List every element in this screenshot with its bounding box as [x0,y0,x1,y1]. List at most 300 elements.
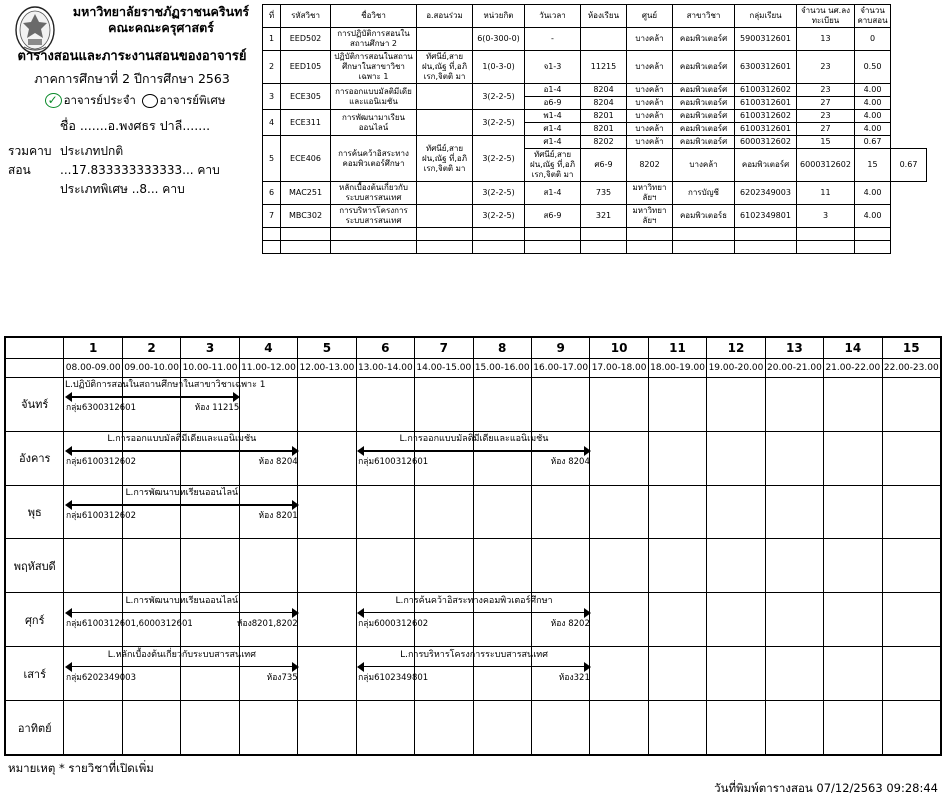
slot-2-1[interactable] [122,485,180,539]
period-time-4: 11.00-12.00 [239,359,297,378]
table-row [263,182,927,205]
slot-4-11[interactable] [707,593,765,647]
class-block-room: ห้อง 11215 [194,403,240,414]
cell-center: มหาวิทยาลัยฯ [627,182,673,205]
cell-group: 6000312602 [797,149,855,182]
cell-day: ศ1-4 [525,136,581,149]
cell-day: ส1-4 [525,182,581,205]
cell-room: 8202 [581,136,627,149]
cell-empty [525,228,581,241]
slot-5-5[interactable] [356,647,414,701]
cell-empty [331,241,417,254]
cell-hours: 0.67 [891,149,927,182]
cell-center: บางคล้า [627,97,673,110]
cell-empty [281,241,331,254]
period-time-15: 22.00-23.00 [882,359,940,378]
slot-3-7[interactable] [473,539,531,593]
day-row-3 [6,539,941,593]
slot-2-2[interactable] [181,485,239,539]
grid-corner [6,338,64,359]
cell-no: 5 [263,136,281,182]
slot-6-14[interactable] [882,701,940,755]
slot-5-7[interactable] [473,647,531,701]
period-time-13: 20.00-21.00 [765,359,823,378]
table-row [263,51,927,84]
cell-joint [417,28,473,51]
cell-empty [673,228,735,241]
period-number-7: 7 [415,338,473,359]
slot-2-13[interactable] [824,485,882,539]
slot-4-13[interactable] [824,593,882,647]
slot-4-9[interactable] [590,593,648,647]
slot-2-14[interactable] [882,485,940,539]
cell-major: คอมพิวเตอร์ศ [735,149,797,182]
cell-no: 2 [263,51,281,84]
slot-6-7[interactable] [473,701,531,755]
cell-empty [735,241,797,254]
slot-4-2[interactable] [181,593,239,647]
cell-day: ส6-9 [525,205,581,228]
cell-major: คอมพิวเตอร์ศ [673,110,735,123]
course-table [262,4,927,254]
cell-empty [263,241,281,254]
class-block-room: ห้อง 8201 [258,511,298,522]
col-hours: จำนวนคาบสอน [855,5,891,28]
period-number-12: 12 [707,338,765,359]
cell-code: EED105 [281,51,331,84]
cell-center: บางคล้า [627,123,673,136]
cell-name: การออกแบบมัลติมีเดียและแอนิเมชัน [331,84,417,110]
slot-1-4[interactable] [298,431,356,485]
printed-timestamp: วันที่พิมพ์ตารางสอน 07/12/2563 09:28:44 [714,781,938,795]
class-block-group: กลุ่ม6100312601 [358,457,429,468]
hours-special: ประเภทพิเศษ ..8... คาบ [60,182,185,196]
slot-0-12[interactable] [765,377,823,431]
cell-room: 8201 [581,110,627,123]
slot-3-13[interactable] [824,539,882,593]
slot-1-11[interactable] [707,431,765,485]
cell-no: 4 [263,110,281,136]
period-time-2: 09.00-10.00 [122,359,180,378]
cell-day: - [525,28,581,51]
class-block-title: L.การบริหารโครงการระบบสารสนเทศ [400,649,548,660]
slot-3-3[interactable] [239,539,297,593]
slot-5-14[interactable] [882,647,940,701]
slot-2-8[interactable] [531,485,589,539]
slot-0-2[interactable] [181,377,239,431]
day-row-4 [6,593,941,647]
period-time-9: 16.00-17.00 [531,359,589,378]
cell-credit: 6(0-300-0) [473,28,525,51]
class-block-title: L.ปฏิบัติการสอนในสถานศึกษาในสาขาวิชาเฉพาะ 1 [64,380,266,391]
slot-1-14[interactable] [882,431,940,485]
slot-5-12[interactable] [765,647,823,701]
period-time-3: 10.00-11.00 [181,359,239,378]
cell-empty [627,241,673,254]
slot-3-4[interactable] [298,539,356,593]
class-block-title: L.การออกแบบมัลติมีเดียและแอนิเมชัน [107,434,257,445]
slot-0-1[interactable] [122,377,180,431]
col-room: ห้องเรียน [581,5,627,28]
slot-4-6[interactable] [415,593,473,647]
slot-6-1[interactable] [122,701,180,755]
cell-credit: 3(2-2-5) [473,84,525,110]
cell-empty [263,228,281,241]
cell-count: 27 [797,123,855,136]
cell-group: 5900312601 [735,28,797,51]
period-time-8: 15.00-16.00 [473,359,531,378]
cell-major: คอมพิวเตอร์ศ [673,28,735,51]
cell-code: ECE305 [281,84,331,110]
slot-6-12[interactable] [765,701,823,755]
cell-room [581,28,627,51]
table-row [263,110,927,123]
slot-2-7[interactable] [473,485,531,539]
class-block-group: กลุ่ม6202349003 [65,672,136,683]
cell-count: 15 [797,136,855,149]
cell-day: อ1-4 [525,84,581,97]
cell-credit: 1(0-3-0) [473,51,525,84]
slot-5-0[interactable] [64,647,122,701]
cell-major: คอมพิวเตอร์ศ [673,97,735,110]
period-number-10: 10 [590,338,648,359]
slot-0-4[interactable] [298,377,356,431]
cell-group: 6102349801 [735,205,797,228]
slot-4-14[interactable] [882,593,940,647]
page-title: ตารางสอนและภาระงานสอนของอาจารย์ [17,49,247,64]
cell-group: 6202349003 [735,182,797,205]
slot-1-2[interactable] [181,431,239,485]
slot-4-5[interactable] [356,593,414,647]
cell-count: 13 [797,28,855,51]
cell-group: 6100312601 [735,123,797,136]
slot-4-0[interactable] [64,593,122,647]
slot-2-3[interactable] [239,485,297,539]
cell-group: 6100312602 [735,84,797,97]
col-name: ชื่อวิชา [331,5,417,28]
cell-count: 23 [797,110,855,123]
slot-3-14[interactable] [882,539,940,593]
period-number-9: 9 [531,338,589,359]
university-logo-icon [14,6,56,54]
cell-count: 23 [797,51,855,84]
col-joint: อ.สอนร่วม [417,5,473,28]
slot-4-8[interactable] [531,593,589,647]
slot-5-9[interactable] [590,647,648,701]
slot-1-7[interactable] [473,431,531,485]
col-count: จำนวน นศ.ลงทะเบียน [797,5,855,28]
cell-no: 1 [263,28,281,51]
total-hours-block [8,142,260,199]
class-block-group: กลุ่ม6300312601 [65,403,136,414]
cell-count: 15 [855,149,891,182]
period-number-15: 15 [882,338,940,359]
weekly-schedule-grid [4,336,942,756]
col-group: กลุ่มเรียน [735,5,797,28]
slot-1-10[interactable] [648,431,706,485]
slot-6-5[interactable] [356,701,414,755]
cell-empty [525,241,581,254]
cell-day: ศ1-4 [525,123,581,136]
slot-5-8[interactable] [531,647,589,701]
period-number-11: 11 [648,338,706,359]
slot-5-4[interactable] [298,647,356,701]
slot-0-8[interactable] [531,377,589,431]
class-block-title: L.การค้นคว้าอิสระทางคอมพิวเตอร์ศึกษา [395,595,553,606]
day-row-0 [6,377,941,431]
slot-4-4[interactable] [298,593,356,647]
cell-day: จ1-3 [525,51,581,84]
period-time-1: 08.00-09.00 [64,359,122,378]
cell-credit: 3(2-2-5) [473,182,525,205]
university-line: มหาวิทยาลัยราชภัฏราชนครินทร์ [72,4,250,19]
slot-6-13[interactable] [824,701,882,755]
grid-corner-2 [6,359,64,378]
cell-center: บางคล้า [627,28,673,51]
slot-5-11[interactable] [707,647,765,701]
faculty-line: คณะคณะครุศาสตร์ [108,20,214,35]
cell-joint [417,84,473,110]
footnote: หมายเหตุ * รายวิชาที่เปิดเพิ่ม [8,761,154,775]
cell-credit: 3(2-2-5) [473,110,525,136]
day-label-1: อังคาร [6,431,64,485]
teacher-type-regular-label: อาจารย์ประจำ [63,93,136,107]
cell-day: พ1-4 [525,110,581,123]
cell-name: การบริหารโครงการระบบสารสนเทศ [331,205,417,228]
slot-6-3[interactable] [239,701,297,755]
day-label-4: ศุกร์ [6,593,64,647]
cell-empty [473,228,525,241]
period-number-5: 5 [298,338,356,359]
cell-room: 735 [581,182,627,205]
slot-6-11[interactable] [707,701,765,755]
day-row-2 [6,485,941,539]
class-block-title: L.การพัฒนาบทเรียนออนไลน์ [125,595,239,606]
slot-1-9[interactable] [590,431,648,485]
course-table-header-row [263,5,927,28]
cell-empty [855,241,891,254]
slot-2-4[interactable] [298,485,356,539]
cell-hours: 4.00 [855,205,891,228]
cell-joint: ทัศนีย์,สายฝน,ณัฐ ที่,อภิเรก,จิตติ มา [417,136,473,182]
slot-3-11[interactable] [707,539,765,593]
period-number-8: 8 [473,338,531,359]
slot-0-9[interactable] [590,377,648,431]
slot-3-0[interactable] [64,539,122,593]
slot-1-12[interactable] [765,431,823,485]
cell-empty [627,228,673,241]
slot-3-2[interactable] [181,539,239,593]
cell-room: 8201 [581,123,627,136]
day-row-6 [6,701,941,755]
slot-4-1[interactable] [122,593,180,647]
slot-3-6[interactable] [415,539,473,593]
cell-room: 321 [581,205,627,228]
slot-3-1[interactable] [122,539,180,593]
slot-1-1[interactable] [122,431,180,485]
cell-credit: 3(2-2-5) [473,205,525,228]
slot-0-6[interactable] [415,377,473,431]
slot-2-0[interactable] [64,485,122,539]
slot-5-1[interactable] [122,647,180,701]
cell-empty [581,241,627,254]
day-label-5: เสาร์ [6,647,64,701]
teacher-type-row [10,92,260,109]
period-time-14: 21.00-22.00 [824,359,882,378]
cell-room: 11215 [581,51,627,84]
day-row-5 [6,647,941,701]
cell-code: MBC302 [281,205,331,228]
cell-empty [735,228,797,241]
slot-1-0[interactable] [64,431,122,485]
col-center: ศูนย์ [627,5,673,28]
slot-2-10[interactable] [648,485,706,539]
class-block-room: ห้อง321 [558,672,590,683]
slot-5-3[interactable] [239,647,297,701]
slot-0-10[interactable] [648,377,706,431]
day-label-3: พฤหัสบดี [6,539,64,593]
cell-name: การปฏิบัติการสอนในสถานศึกษา 2 [331,28,417,51]
slot-4-10[interactable] [648,593,706,647]
cell-day: ศ6-9 [581,149,627,182]
slot-5-13[interactable] [824,647,882,701]
period-number-1: 1 [64,338,122,359]
day-row-1 [6,431,941,485]
table-row [263,28,927,51]
cell-major: คอมพิวเตอร์ศ [673,136,735,149]
cell-code: EED502 [281,28,331,51]
cell-no: 6 [263,182,281,205]
slot-0-11[interactable] [707,377,765,431]
checkbox-checked-icon[interactable] [45,93,62,108]
cell-empty [417,228,473,241]
cell-major: คอมพิวเตอร์ศ [673,123,735,136]
period-time-6: 13.00-14.00 [356,359,414,378]
cell-count: 3 [797,205,855,228]
col-day: วันเวลา [525,5,581,28]
slot-3-12[interactable] [765,539,823,593]
cell-code: ECE406 [281,136,331,182]
class-block-title: L.หลักเบื้องต้นเกี่ยวกับระบบสารสนเทศ [107,649,256,660]
cell-count: 11 [797,182,855,205]
class-block-room: ห้อง 8204 [258,457,298,468]
class-block-group: กลุ่ม6100312601,6000312601 [65,618,193,629]
cell-empty [417,241,473,254]
slot-1-6[interactable] [415,431,473,485]
slot-2-5[interactable] [356,485,414,539]
cell-empty [797,241,855,254]
period-number-row [6,338,941,359]
cell-credit: 3(2-2-5) [473,136,525,182]
class-block-group: กลุ่ม6102349801 [358,672,429,683]
table-row [263,205,927,228]
cell-empty [797,228,855,241]
period-time-7: 14.00-15.00 [415,359,473,378]
cell-room: 8204 [581,84,627,97]
checkbox-empty-icon[interactable] [142,94,158,108]
cell-major: การบัญชี [673,182,735,205]
cell-group: 6000312602 [735,136,797,149]
slot-1-3[interactable] [239,431,297,485]
slot-4-7[interactable] [473,593,531,647]
slot-6-10[interactable] [648,701,706,755]
slot-1-8[interactable] [531,431,589,485]
slot-6-2[interactable] [181,701,239,755]
cell-group: 6100312602 [735,110,797,123]
teacher-type-special-label: อาจารย์พิเศษ [159,93,226,107]
slot-6-4[interactable] [298,701,356,755]
day-label-2: พุธ [6,485,64,539]
university-name [62,4,260,36]
period-time-11: 18.00-19.00 [648,359,706,378]
cell-center: บางคล้า [627,110,673,123]
slot-6-6[interactable] [415,701,473,755]
cell-major: คอมพิวเตอร์ศ [673,51,735,84]
cell-hours: 0 [855,28,891,51]
cell-center: มหาวิทยาลัยฯ [627,205,673,228]
cell-center: บางคล้า [627,136,673,149]
class-block-room: ห้อง 8202 [550,618,590,629]
cell-no: 3 [263,84,281,110]
period-number-13: 13 [765,338,823,359]
cell-room: 8202 [627,149,673,182]
col-no: ที่ [263,5,281,28]
slot-4-3[interactable] [236,593,298,647]
slot-2-11[interactable] [707,485,765,539]
cell-no: 7 [263,205,281,228]
col-credit: หน่วยกิต [473,5,525,28]
cell-joint: ทัศนีย์,สายฝน,ณัฐ ที่,อภิเรก,จิตติ มา [525,149,581,182]
period-number-6: 6 [356,338,414,359]
slot-0-7[interactable] [473,377,531,431]
slot-1-13[interactable] [824,431,882,485]
slot-0-3[interactable] [239,377,297,431]
period-time-10: 17.00-18.00 [590,359,648,378]
slot-4-12[interactable] [765,593,823,647]
cell-hours: 4.00 [855,123,891,136]
cell-empty [281,228,331,241]
slot-6-0[interactable] [64,701,122,755]
slot-2-12[interactable] [765,485,823,539]
slot-3-9[interactable] [590,539,648,593]
slot-0-5[interactable] [356,377,414,431]
period-number-4: 4 [239,338,297,359]
slot-2-9[interactable] [590,485,648,539]
slot-3-8[interactable] [531,539,589,593]
slot-3-10[interactable] [648,539,706,593]
slot-0-13[interactable] [824,377,882,431]
slot-5-2[interactable] [181,647,239,701]
slot-3-5[interactable] [356,539,414,593]
cell-joint [417,182,473,205]
slot-5-10[interactable] [648,647,706,701]
period-number-3: 3 [181,338,239,359]
class-block-room: ห้อง 8204 [550,457,590,468]
slot-0-0[interactable] [64,377,122,431]
slot-6-8[interactable] [531,701,589,755]
slot-1-5[interactable] [356,431,414,485]
slot-5-6[interactable] [415,647,473,701]
slot-0-14[interactable] [882,377,940,431]
cell-group: 6100312601 [735,97,797,110]
slot-2-6[interactable] [415,485,473,539]
slot-6-9[interactable] [590,701,648,755]
course-table-body [263,28,927,254]
cell-room: 8204 [581,97,627,110]
cell-hours: 0.67 [855,136,891,149]
period-time-row [6,359,941,378]
cell-empty [673,241,735,254]
